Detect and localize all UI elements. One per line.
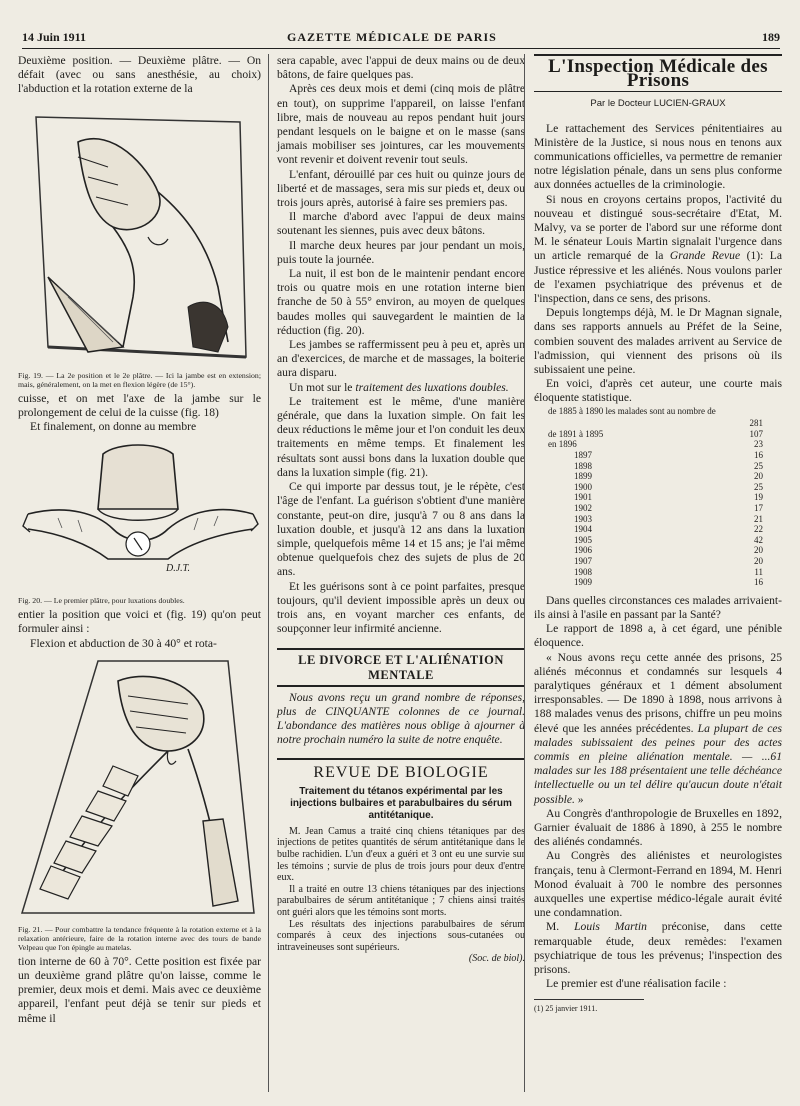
biology-section-title: REVUE DE BIOLOGIE [277, 758, 525, 780]
biology-article-title: Traitement du tétanos expérimental par les injections bulbaires et parabulbaires du sérum antitétanique. [290, 785, 512, 821]
statistics-row [548, 482, 763, 493]
italic-text: traitement des luxations doubles. [355, 380, 509, 394]
statistics-period: 1909 [574, 577, 592, 588]
page-number: 189 [762, 30, 780, 44]
statistics-count: 42 [754, 534, 763, 545]
column-2 [268, 54, 525, 1092]
paragraph: Et finalement, on donne au membre [30, 420, 197, 434]
paragraph: Au Congrès d'anthropologie de Bruxelles en 1892, Garnier évaluait de 1886 à 1890, à 255 le nombre des aliénés condamnés. [534, 806, 782, 849]
statistics-period: 1905 [574, 534, 592, 545]
divorce-notice: Nous avons reçu un grand nombre de réponses, plus de CINQUANTE colonnes de ce journal. L'abondance des matières nous oblige à ajourner à notre prochain numéro la suite de notre enquête. [277, 690, 525, 747]
statistics-period: 1906 [574, 545, 592, 556]
statistics-count: 25 [754, 481, 763, 492]
statistics-row [548, 503, 763, 514]
statistics-row [548, 535, 763, 546]
paragraph: Le rapport de 1898 a, à cet égard, une pénible éloquence. [534, 622, 782, 650]
paragraph: Deuxième position. — Deuxième plâtre. — On défait (avec ou sans anesthésie, au choix) l'abduction et la rotation externe de la [18, 54, 261, 96]
paragraph: Après ces deux mois et demi (cinq mois de plâtre en tout), on supprime l'appareil, on laisse l'enfant libre, mais de nouveau au repos pendant huit jours pendant lesquels on le baigne et on le masse (sans jamais mobiliser ses jointures, car les mouvements vont revenir et doivent revenir tout seuls. [277, 82, 525, 167]
statistics-period: 1904 [574, 524, 592, 535]
paragraph: Le premier est d'une réalisation facile : [546, 977, 727, 991]
statistics-count: 19 [754, 492, 763, 503]
text: « Nous avons reçu cette année des prisons, 25 aliénés méconnus et condamnés sur lesquels 4 paralytiques généraux et 1 dément absolument irresponsables. — De 1890 à 1898, nous arrivons à 188 malades venus des prisons, chiffre un peu moins élevé que les années précédentes. [534, 650, 782, 735]
statistics-count: 20 [754, 545, 763, 556]
statistics-count: 20 [754, 471, 763, 482]
statistics-count: 11 [754, 566, 763, 577]
divorce-section-title: LE DIVORCE ET L'ALIÉNATION MENTALE [277, 648, 525, 686]
statistics-row [548, 524, 763, 535]
biology-article [277, 826, 525, 965]
paragraph: Dans quelles circonstances ces malades arrivaient-ils ainsi à l'asile en passant par la Santé? [534, 593, 782, 621]
paragraph: Depuis longtemps déjà, M. le Dr Magnan signale, dans ses rapports annuels au Préfet de la Seine, combien souvent des malades arrivent au Service de l'admission, qui viennent des prisons où ils subissaient une peine. [534, 306, 782, 377]
statistics-row [548, 567, 763, 578]
statistics-row [548, 556, 763, 567]
paragraph: En voici, d'après cet auteur, une courte mais éloquente statistique. [534, 377, 782, 405]
text: M. [546, 920, 575, 934]
figure-20-caption: Fig. 20. — Le premier plâtre, pour luxations doubles. [18, 596, 185, 606]
paragraph: Les jambes se raffermissent peu à peu et, après un an d'exercices, de marche et de massages, la boiterie aura disparu. [277, 338, 525, 380]
paragraph: Le rattachement des Services pénitentiaires au Ministère de la Justice, si nous nous en tenons aux communications officielles, va permettre de remanier notre législation pénale, dans un sens plus conforme aux données actuelles de la criminologie. [534, 121, 782, 192]
figure-20 [18, 434, 261, 608]
figure-21-illustration [18, 651, 261, 923]
paragraph [277, 381, 525, 395]
paragraph: Au Congrès des aliénistes et neurologistes français, tenu à Clermont-Ferrand en 1894, M. Henri Monod évaluait à 700 le nombre des personnes auxquelles une expertise médico-légale aurait évité une condamnation. [534, 849, 782, 920]
statistics-count: 16 [754, 577, 763, 588]
italic-text: Louis Martin [574, 920, 647, 934]
paragraph [534, 920, 782, 977]
text: Un mot sur le [289, 380, 356, 394]
paragraph: Les résultats des injections parabulbaires de sérum comparés à ceux des injections sous-cutanées ou intraveineuses sont supérieurs. [277, 918, 525, 953]
paragraph: Il marche d'abord avec l'appui de deux mains soutenant les siennes, puis avec deux bâtons. [277, 210, 525, 238]
statistics-period: 1907 [574, 555, 592, 566]
statistics-period: 1902 [574, 503, 592, 514]
column-3 [524, 54, 782, 1092]
statistics-period: 1897 [574, 450, 592, 461]
header-date: 14 Juin 1911 [22, 30, 87, 44]
article-author: Par le Docteur LUCIEN-GRAUX [590, 98, 726, 110]
source-note: (Soc. de biol). [468, 953, 525, 965]
statistics-row [548, 439, 763, 450]
paragraph: La nuit, il est bon de le maintenir pendant encore trois ou quatre mois en une rotation interne bien franche de 50 à 55° environ, au moyen de quelques baudes molles qui sauvegardent le maintien de la réduction (fig. 20). [277, 267, 525, 337]
statistics-period: 1903 [574, 513, 592, 524]
figure-19 [18, 97, 261, 392]
paragraph: cuisse, et on met l'axe de la jambe sur le prolongement de celui de la cuisse (fig. 18) [18, 391, 261, 419]
paragraph [534, 651, 782, 807]
statistics-count: 22 [754, 524, 763, 535]
paragraph: Il marche deux heures par jour pendant un mois, puis toute la journée. [277, 238, 525, 266]
statistics-period: de 1891 à 1895 [548, 428, 604, 439]
statistics-count: 25 [754, 460, 763, 471]
italic-text: La plupart de ces malades subissaient des peines pour des actes commis en pleine aliénation mentale. — ...61 malades sur les 188 présentaient une telle déchéance intellectuelle ou un tel délire qu'aucun doute n'était possible. [534, 721, 782, 806]
paragraph: Flexion et abduction de 30 à 40° et rota- [30, 636, 217, 650]
statistics-row [548, 577, 763, 588]
statistics-period: 1899 [574, 471, 592, 482]
paragraph: entier la position que voici et (fig. 19) qu'on peut formuler ainsi : [18, 608, 261, 636]
text: Si nous en croyons certains propos, l'activité du nouveau et distingué sous-secrétaire d'Etat, M. Malvy, va se porter de l'abord sur une réforme dont M. le sénateur Louis Martin signalait l'urgence dans un article remarqué de la [534, 192, 782, 263]
statistics-count: 23 [754, 439, 763, 450]
paragraph [534, 193, 782, 307]
column-1 [18, 54, 261, 1092]
statistics-count: 20 [754, 555, 763, 566]
statistics-period: 1898 [574, 460, 592, 471]
paragraph: tion interne de 60 à 70°. Cette position est fixée par un deuxième grand plâtre qu'on laisse, comme le premier, deux mois et demi. Mais avec ce deuxième appareil, l'enfant peut déjà se tenir sur pieds et même il [18, 954, 261, 1025]
statistics-period [548, 418, 721, 429]
figure-19-caption: Fig. 19. — La 2e position et le 2e plâtre. — Ici la jambe est en extension; mais, généralement, on la met en flexion légère (de 15°). [18, 370, 261, 389]
statistics-period: 1900 [574, 481, 592, 492]
figure-20-signature: D.J.T. [166, 563, 190, 575]
text: (1): La Justice répressive et les aliénés. Nous voulons parler de l'examen psychiatrique des prévenus et de l'inspection, dans ce sens, des prisons. [534, 249, 783, 306]
statistics-row [548, 492, 763, 503]
statistics-period: en 1896 [548, 439, 577, 450]
paragraph: Et les guérisons sont à ce point parfaites, presque toujours, qu'il devient impossible après un deux ou trois ans, en voyant marcher ces enfants, de soupçonner leur infirmité ancienne. [277, 579, 525, 636]
statistics-row [548, 418, 763, 429]
statistics-row [548, 461, 763, 472]
statistics-period: 1901 [574, 492, 592, 503]
statistics-intro: de 1885 à 1890 les malades sont au nombre de [548, 405, 716, 416]
statistics-period: 1908 [574, 566, 592, 577]
paragraph: sera capable, avec l'appui de deux mains ou de deux bâtons, de faire quelques pas. [277, 54, 525, 82]
text: » [574, 792, 584, 806]
paragraph: M. Jean Camus a traité cinq chiens tétaniques par des injections de petites quantités de sérum antitétanique dans le bulbe rachidien. L'un d'eux a guéri et 3 ont eu une survie sur les témoins ; survie de plus de trois jours pour deux d'entre eux. [277, 825, 525, 884]
italic-text: Grande Revue [669, 249, 741, 263]
figure-21 [18, 651, 261, 955]
statistics-row [548, 545, 763, 556]
paragraph: Il a traité en outre 13 chiens tétaniques par des injections parabulbaires de sérum antitétanique ; 7 chiens ainsi traités ont guéri alors que les témoins sont morts. [277, 883, 525, 918]
header-title: GAZETTE MÉDICALE DE PARIS [287, 30, 497, 44]
statistics-row [548, 514, 763, 525]
statistics-row [548, 450, 763, 461]
statistics-table [548, 418, 763, 588]
figure-21-caption: Fig. 21. — Pour combattre la tendance fréquente à la rotation externe et à la relaxation antérieure, faire de la rotation interne avec des tours de bande Velpeau que l'on épingle au matelas. [18, 924, 261, 952]
figure-19-illustration [18, 97, 261, 369]
page-header [22, 28, 780, 49]
footnote: (1) 25 janvier 1911. [534, 999, 644, 1016]
paragraph: Le traitement est le même, d'une manière générale, que dans la luxation simple. On fait les deux réductions le même jour et l'on conduit les deux traitements en même temps. Et finalement les résultats sont aussi bons dans la luxation double que dans la luxation simple (fig. 21). [277, 394, 525, 479]
paragraph: Ce qui importe par dessus tout, je le répète, c'est l'âge de l'enfant. La guérison s'obtient d'une manière constante, peut-on dire, jusqu'à 7 ou 8 ans dans la luxation double, et jusqu'à 12 ans dans la luxation simple, quelquefois même 14 et 15 ans; je l'ai même obtenue quelquefois chez des sujets de plus de 20 ans. [277, 480, 525, 579]
figure-20-illustration [18, 434, 261, 594]
text: préconise, dans cette remarquable étude, deux remèdes: l'examen psychiatrique de tous les prévenus; l'inspection des prisons. [534, 920, 782, 977]
statistics-count: 21 [754, 513, 763, 524]
statistics-count: 17 [754, 503, 763, 514]
statistics-row [548, 471, 763, 482]
statistics-count: 281 [749, 418, 763, 429]
article-title: L'Inspection Médicale des Prisons [534, 54, 782, 92]
statistics-count: 16 [754, 450, 763, 461]
statistics-row [548, 429, 763, 440]
statistics-count: 107 [749, 428, 763, 439]
paragraph: L'enfant, dérouillé par ces huit ou quinze jours de liberté et de massages, sera mis sur pieds et, deux ou trois jours après, autorisé à faire ses premiers pas. [277, 167, 525, 210]
